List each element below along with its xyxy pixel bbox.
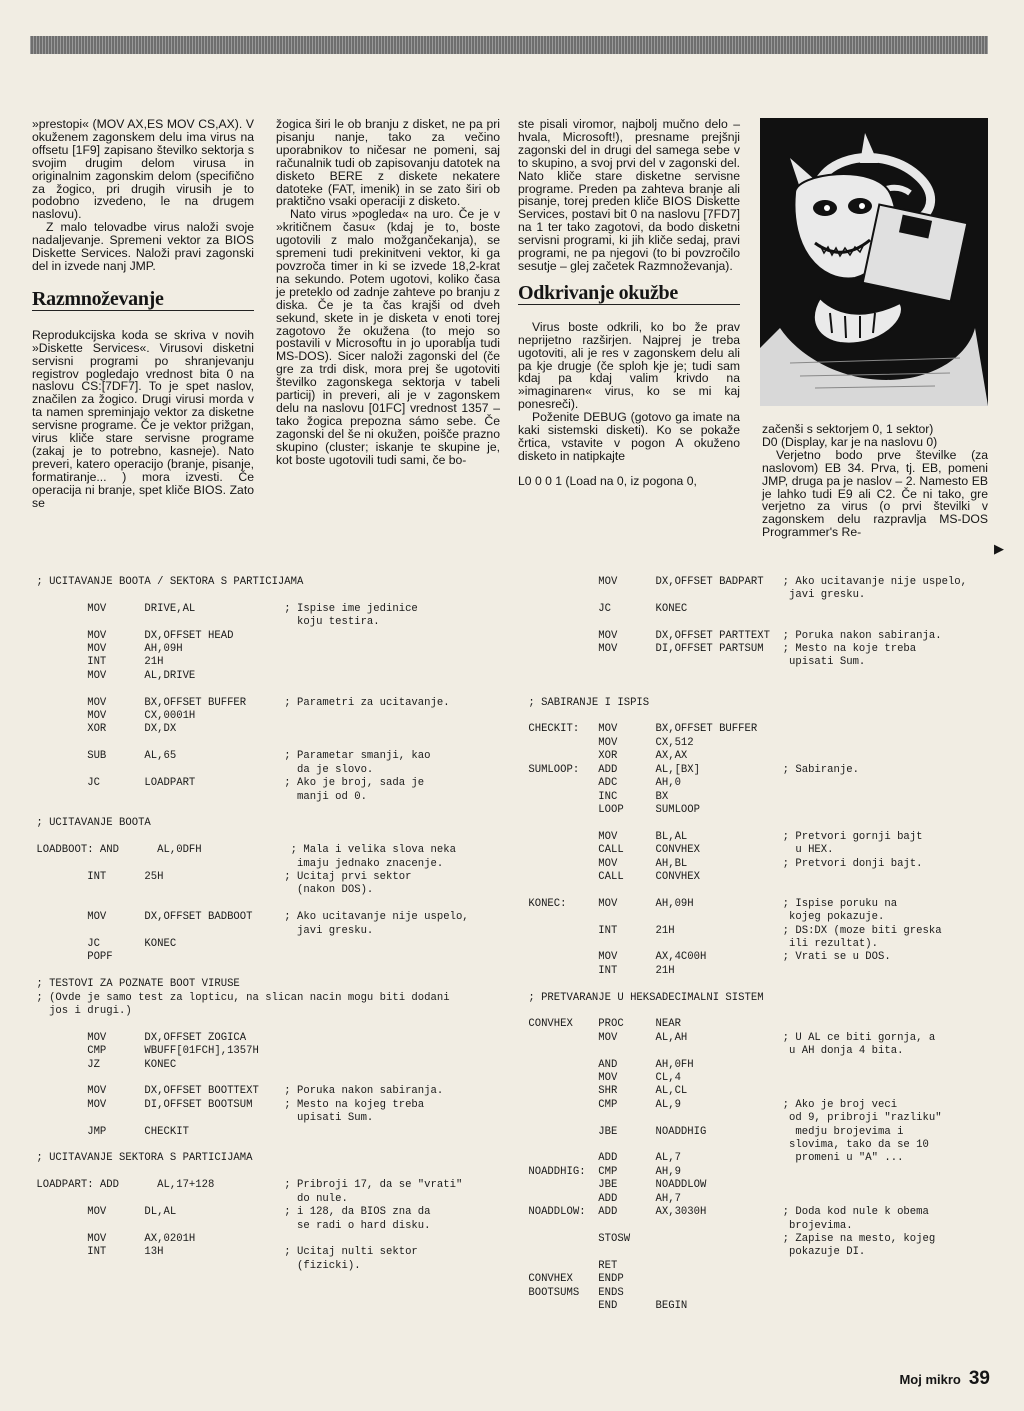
magazine-name: Moj mikro (899, 1372, 961, 1387)
paragraph: Poženite DEBUG (gotovo ga imate na kaki sistemski disketi). Ko se pokaže črtica, vstavite v pogon A okuženo disketo in natipkajte (518, 410, 740, 463)
paragraph: L0 0 0 1 (Load na 0, iz pogona 0, (518, 473, 697, 488)
code-listing-left: ; UCITAVANJE BOOTA / SEKTORA S PARTICIJAMA MOV DRIVE,AL ; Ispise ime jedinice koju testira. MOV DX,OFFSET HEAD MOV AH,09H INT 21H MOV AL,DRIVE MOV BX,OFFSET BUFFER ; Parametri za ucitavanje. MOV CX,0001H XOR DX,DX SUB AL,65 ; Parametar smanji, kao da je slovo. JC LOADPART ; Ako je broj, sada je manji od 0. ; UCITAVANJE BOOTA LOADBOOT: AND AL,0DFH ; Mala i velika slova neka imaju jednako znacenje. INT 25H ; Ucitaj prvi sektor (nakon DOS). MOV DX,OFFSET BADBOOT ; Ako ucitavanje nije uspelo, javi gresku. JC KONEC POPF ; TESTOVI ZA POZNATE BOOT VIRUSE ; (Ovde je samo test za lopticu, na slican nacin mogu biti dodani jos i drugi.) MOV DX,OFFSET ZOGICA CMP WBUFF[01FCH],1357H JZ KONEC MOV DX,OFFSET BOOTTEXT ; Poruka nakon sabiranja. MOV DI,OFFSET BOOTSUM ; Mesto na kojeg treba upisati Sum. JMP CHECKIT ; UCITAVANJE SEKTORA S PARTICIJAMA LOADPART: ADD AL,17+128 ; Pribroji 17, da se "vrati" do nule. MOV DL,AL ; i 128, da BIOS zna da se radi o hard disku. MOV AX,0201H INT 13H ; Ucitaj nulti sektor (fizicki). (36, 576, 469, 1272)
text-column-2 (276, 118, 500, 466)
text-column-3 (518, 118, 740, 488)
paragraph: ste pisali viromor, najbolj mučno delo – hvala, Microsoft!), presname prejšnji zagonski del in drugi del samega sebe v to skupino, a svoj prvi del v zagonski del. Nato kliče stare disketne servisne programe. Preden pa zahteva branje ali pisanje, torej preden kliče BIOS Diskette Services, postavi bit 0 na naslovu [7FD7] na 1 ter tako zagotovi, da bodo disketni servisni programi, ki jih kliče sedaj, pravi programi, ne pa njegovi (to bi povzročilo sesutje – glej začetek Razmnoževanja). (518, 117, 740, 273)
section-heading: Razmnoževanje (32, 293, 254, 311)
virus-cartoon-monster-icon (760, 118, 988, 406)
text-column-1 (32, 118, 254, 509)
header-bar (30, 36, 988, 54)
code-listing-right: MOV DX,OFFSET BADPART ; Ako ucitavanje nije uspelo, javi gresku. JC KONEC MOV DX,OFFSET PARTTEXT ; Poruka nakon sabiranja. MOV DI,OFFSET PARTSUM ; Mesto na koje treba upisati Sum. ; SABIRANJE I ISPIS CHECKIT: MOV BX,OFFSET BUFFER MOV CX,512 XOR AX,AX SUMLOOP: ADD AL,[BX] ; Sabiranje. ADC AH,0 INC BX LOOP SUMLOOP MOV BL,AL ; Pretvori gornji bajt CALL CONVHEX u HEX. MOV AH,BL ; Pretvori donji bajt. CALL CONVHEX KONEC: MOV AH,09H ; Ispise poruku na kojeg pokazuje. INT 21H ; DS:DX (moze biti greska ili rezultat). MOV AX,4C00H ; Vrati se u DOS. INT 21H ; PRETVARANJE U HEKSADECIMALNI SISTEM CONVHEX PROC NEAR MOV AL,AH ; U AL ce biti gornja, a u AH donja 4 bita. AND AH,0FH MOV CL,4 SHR AL,CL CMP AL,9 ; Ako je broj veci od 9, pribroji "razliku" JBE NOADDHIG medju brojevima i slovima, tako da se 10 ADD AL,7 promeni u "A" ... NOADDHIG: CMP AH,9 JBE NOADDLOW ADD AH,7 NOADDLOW: ADD AX,3030H ; Doda kod nule k obema brojevima. STOSW ; Zapise na mesto, kojeg pokazuje DI. RET CONVHEX ENDP BOOTSUMS ENDS END BEGIN (528, 576, 968, 1312)
section-heading: Odkrivanje okužbe (518, 287, 740, 305)
paragraph: Verjetno bodo prve številke (za naslovom) EB 34. Prva, tj. EB, pomeni JMP, druga pa je naslov – 2. Namesto EB je lahko tudi E9 ali C2. Če ni tako, gre verjetno za virus (o prvi številki v zagonskem delu razpravlja MS-DOS Programmer's Re- (762, 447, 988, 540)
paragraph: Reprodukcijska koda se skriva v novih »Diskette Services«. Virusovi disketni servisni programi po shranjevanju registrov pogledajo vrednost bita 0 na naslovu CS:[7DF7]. To je spet naslov, značilen za žogico. Drugi virusi morda v ta namen spreminjajo vektor za disketne servisne programe. Če je vektor prižgan, virus kliče stare servisne programe (zakaj je to potrebno, kasneje). Nato preveri, katero operacijo (branje, pisanje, formatiranje... ) mora izvesti. Če operacija ni branje, spet kliče BIOS. Zato se (32, 327, 254, 510)
page-number: 39 (968, 1368, 990, 1389)
paragraph: žogica širi le ob branju z disket, ne pa pri pisanju nanje, tako za večino uporabnikov to ničesar ne pomeni, saj računalnik tudi ob zapisovanju datotek na disketo BERE z diskete nekatere datoteke (FAT, imenik) in se zato širi ob praktično vsaki operaciji z disketo. (276, 117, 500, 209)
paragraph: Virus boste odkrili, ko bo že prav neprijetno razširjen. Najprej je treba ugotoviti, ali je res v zagonskem delu ali pa kje drugje (če sploh kje je; tudi sam kdaj pa kdaj valim krivdo na »imaginaren« virus, ko se mi kaj ponesreči). (518, 319, 740, 412)
paragraph: »prestopi« (MOV AX,ES MOV CS,AX). V okuženem zagonskem delu ima virus na offsetu [1F9] zapisano številko sektorja s svojim drugim delom virusa in originalnim zagonskim delom (specifično za žogico, pri drugih virusih je to podobno izvedeno, le na drugem naslovu). (32, 117, 254, 222)
page-footer (899, 1368, 990, 1390)
paragraph: začenši s sektorjem 0, 1 sektor) D0 (Display, kar je na naslovu 0) (762, 422, 938, 449)
paragraph: Z malo telovadbe virus naloži svoje nadaljevanje. Spremeni vektor za BIOS Diskette Services. Naloži pravi zagonski del in izvede nanj JMP. (32, 220, 254, 273)
right-arrow-icon: ▶ (994, 541, 1004, 556)
text-column-4 (762, 423, 988, 539)
paragraph: Nato virus »pogleda« na uro. Če je v »kritičnem času« (kdaj je to, boste ugotovili z malo možgančekanja), se spremeni tudi prekinitveni vektor, ki ga povzroča timer in ki se izvede 18,2-krat na sekundo. Potem ugotovi, koliko časa je preteklo od zadnje zahteve po branju z diska. Če je ta čas krajši od dveh sekund, skete in je disketa v enoti torej zagotovo že okužena (to mejo so postavili v Microsoftu in jo uporablja tudi MS-DOS). Sicer naloži zagonski del (če gre za trdi disk, mora prej še ugotoviti številko zagonskega sektorja v tabeli particij) in preveri, ali je v zagonskem delu na naslovu [01FC] vrednost 1357 – tako žogica prepozna sámo sebe. Če zagonski del še ni okužen, poišče prazno skupino (cluster; iskanje te skupine je, kot boste ugotovili tudi sami, če bo- (276, 207, 500, 467)
